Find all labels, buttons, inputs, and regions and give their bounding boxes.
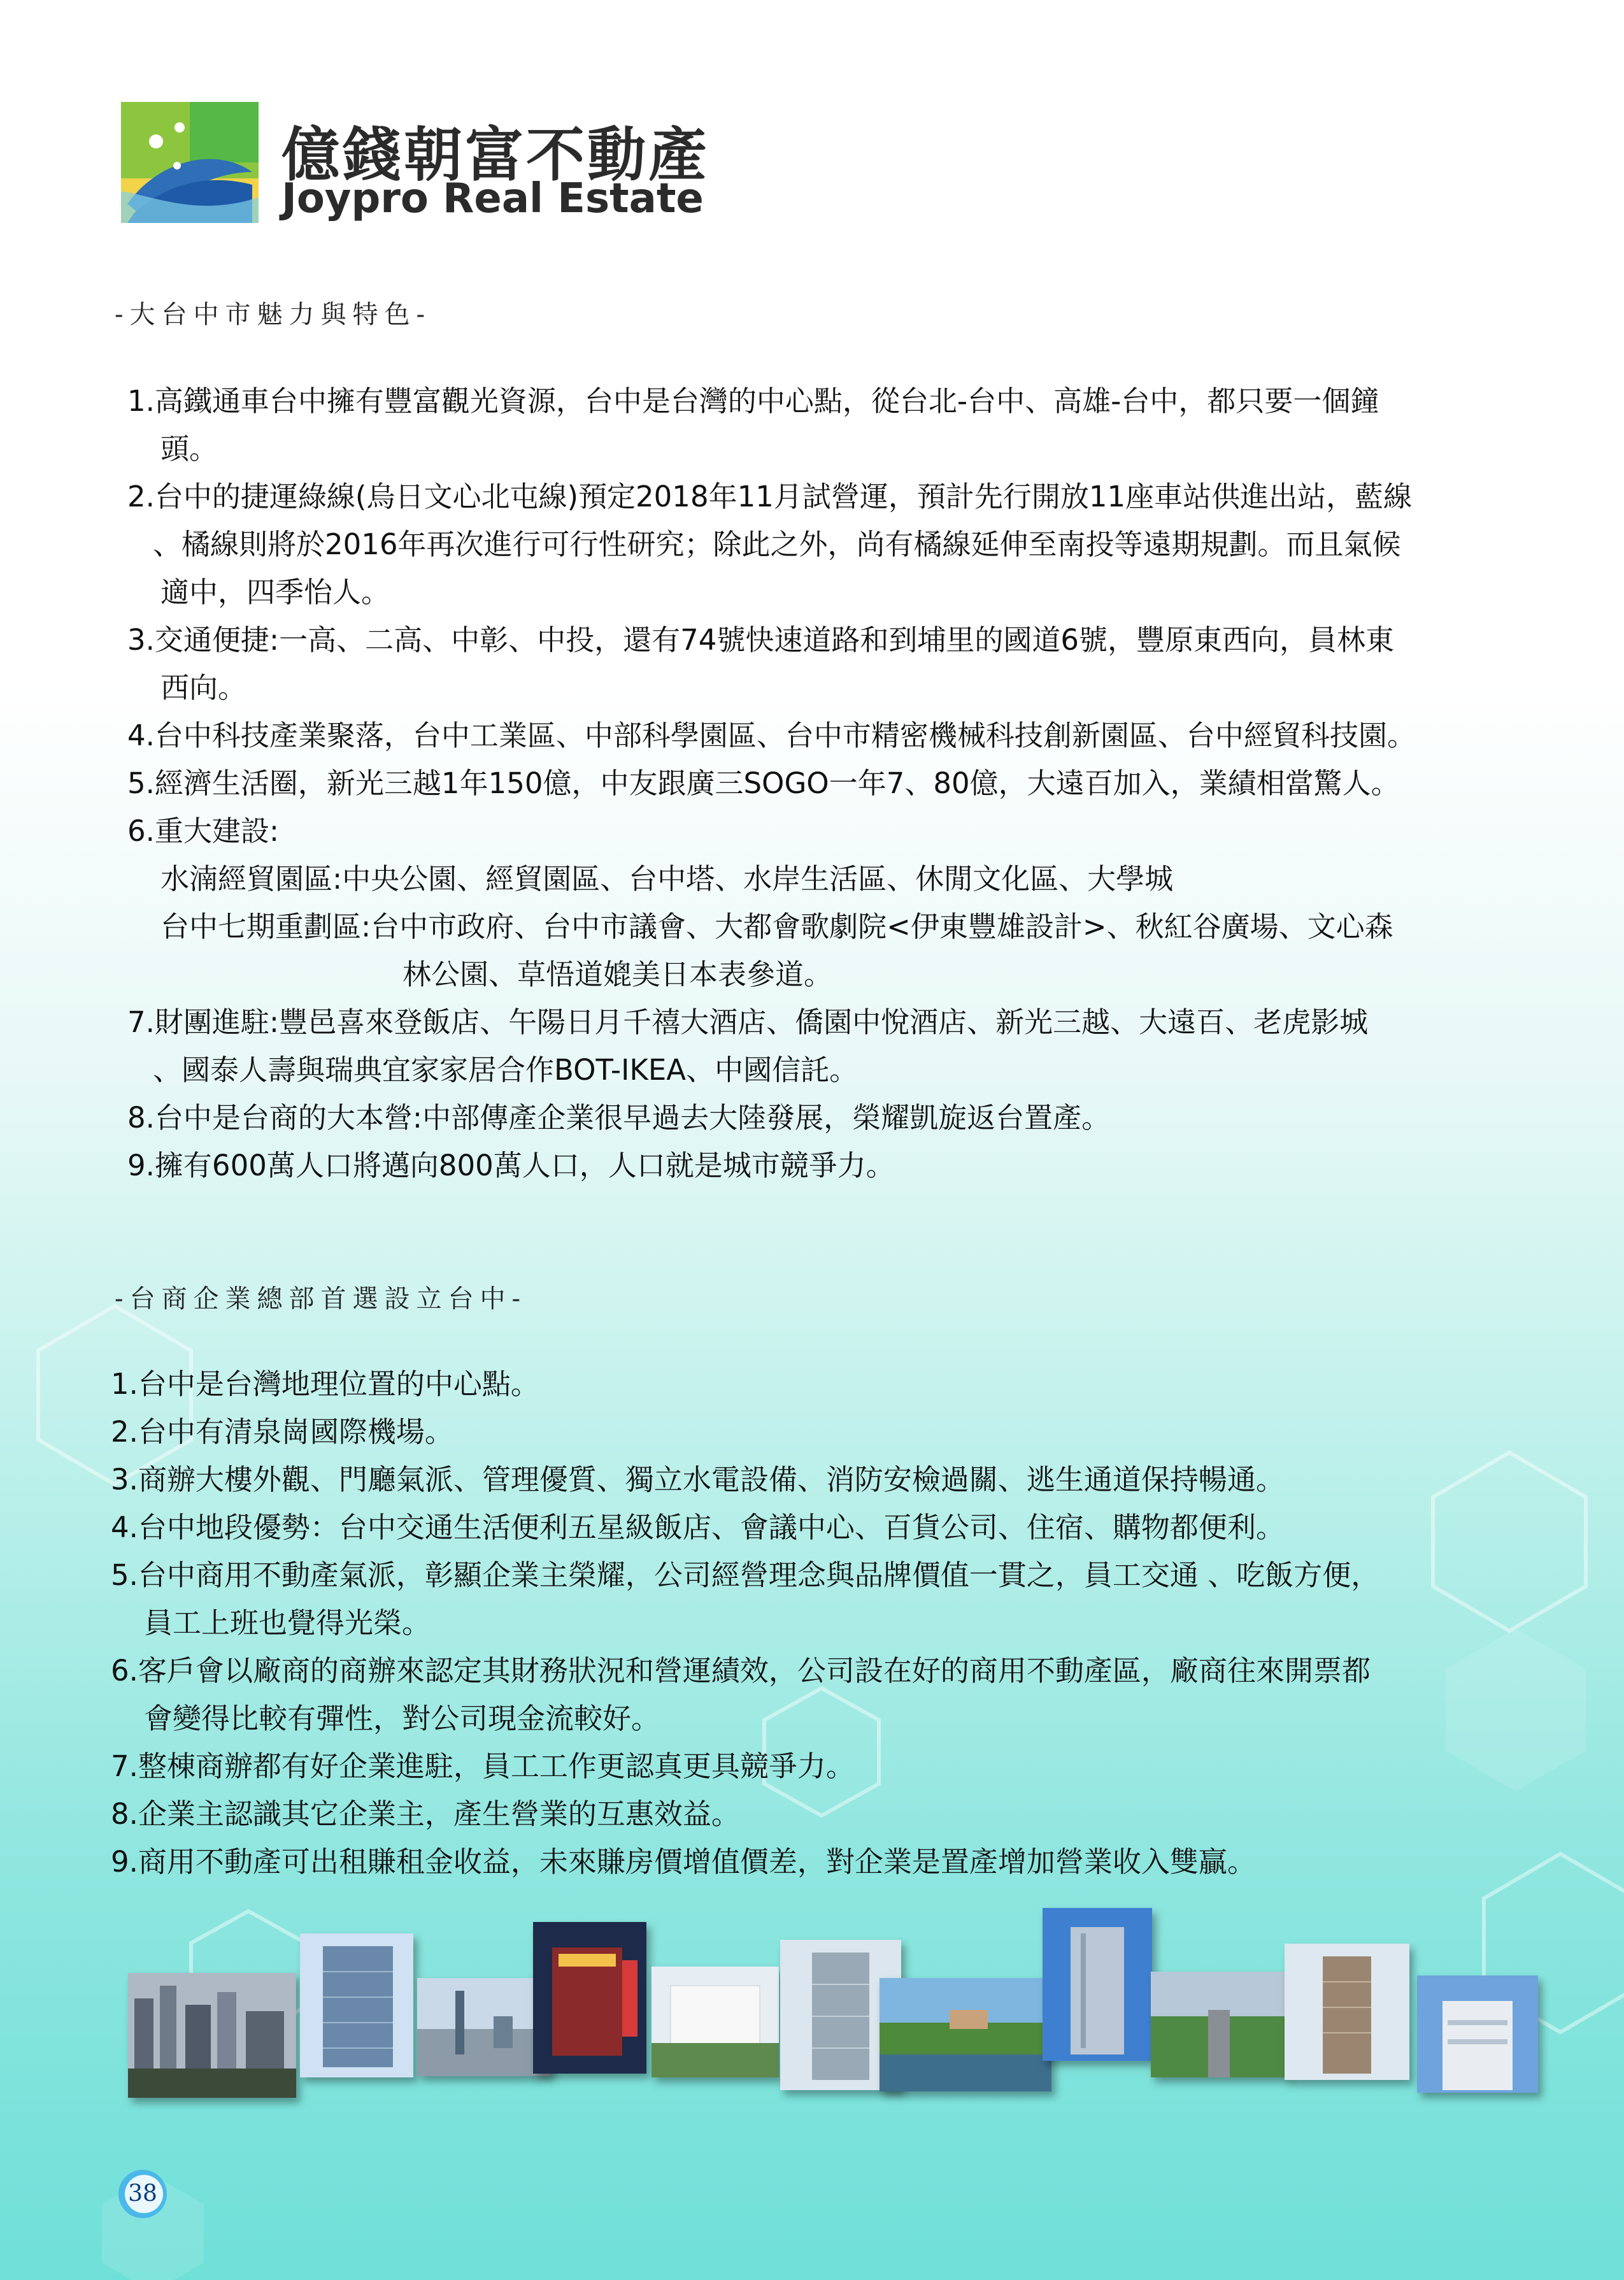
list-line: 、國泰人壽與瑞典宜家家居合作BOT-IKEA、中國信託。 [153,1053,858,1087]
headquarters-reasons-list [111,1360,1379,1886]
joypro-logo-icon [121,102,259,223]
list-line: 9.商用不動產可出租賺租金收益，未來賺房價增值價差，對企業是置產增加營業收入雙贏。 [111,1845,1256,1879]
section-title-taichung-features: -大台中市魅力與特色- [115,300,432,329]
list-line: 7.整棟商辦都有好企業進駐，員工工作更認真更具競爭力。 [111,1749,855,1783]
list-line: 員工上班也覺得光榮。 [144,1606,431,1640]
list-line: 2.台中的捷運綠線(烏日文心北屯線)預定2018年11月試營運，預計先行開放11座車站供進出站，藍線 [127,480,1413,513]
list-line: 3.商辦大樓外觀、門廳氣派、管理優質、獨立水電設備、消防安檢過關、逃生通道保持暢通。 [111,1463,1285,1496]
list-line: 5.經濟生活圈，新光三越1年150億，中友跟廣三SOGO一年7、80億，大遠百加入，業績相當驚人。 [127,766,1400,800]
photo-collage [124,1914,1544,2131]
list-line: 6.客戶會以廠商的商辦來認定其財務狀況和營運績效，公司設在好的商用不動產區，廠商往來開票都 [111,1654,1371,1688]
list-line: 1.高鐵通車台中擁有豐富觀光資源，台中是台灣的中心點，從台北-台中、高雄-台中，都只要一個鐘 [127,384,1379,418]
brand-name-zh: 億錢朝富不動產 [281,121,710,189]
list-line: 7.財團進駐:豐邑喜來登飯店、午陽日月千禧大酒店、僑園中悅酒店、新光三越、大遠百、老虎影城 [127,1005,1369,1039]
park-pond-photo [880,1978,1051,2091]
list-line: 1.台中是台灣地理位置的中心點。 [111,1367,539,1401]
boulevard-park-photo [1151,1972,1287,2077]
list-line: 8.企業主認識其它企業主，產生營業的互惠效益。 [111,1797,740,1831]
list-line: 4.台中地段優勢：台中交通生活便利五星級飯店、會議中心、百貨公司、住宿、購物都便利。 [111,1510,1285,1544]
list-line: 台中七期重劃區:台中市政府、台中市議會、大都會歌劇院<伊東豐雄設計>、秋紅谷廣場、文心森 [160,910,1393,943]
city-skyline-photo [128,1973,296,2098]
taichung-features-list [127,377,1416,1189]
glass-tower-photo [300,1933,413,2077]
list-line: 3.交通便捷:一高、二高、中彰、中投，還有74號快速道路和到埔里的國道6號，豐原東西向，員林東 [127,623,1394,657]
brand-logo [121,102,732,229]
list-line: 頭。 [160,432,218,466]
list-line: 9.擁有600萬人口將邁向800萬人口，人口就是城市競爭力。 [127,1149,895,1182]
list-line: 林公園、草悟道媲美日本表參道。 [402,957,833,991]
page-number: 38 [128,2181,157,2207]
section-title-headquarters: -台商企業總部首選設立台中- [115,1284,527,1314]
list-line: 、橘線則將於2016年再次進行可行性研究；除此之外，尚有橘線延伸至南投等遠期規劃。而且氣候 [153,527,1401,561]
highrise-blue-sky-photo [1043,1908,1152,2061]
list-line: 會變得比較有彈性，對公司現金流較好。 [144,1702,660,1735]
white-building-photo [652,1967,779,2077]
modern-building-photo [1417,1975,1538,2093]
list-line: 2.台中有清泉崗國際機場。 [111,1415,453,1449]
department-store-photo [533,1922,646,2074]
list-line: 水湳經貿園區:中央公園、經貿園區、台中塔、水岸生活區、休閒文化區、大學城 [160,862,1174,896]
list-line: 4.台中科技產業聚落，台中工業區、中部科學園區、台中市精密機械科技創新園區、台中經貿科技園。 [127,719,1416,752]
list-line: 西向。 [160,671,247,705]
list-line: 5.台中商用不動產氣派，彰顯企業主榮耀，公司經營理念與品牌價值一貫之，員工交通 、吃飯方便， [111,1558,1380,1592]
aerial-city-photo [417,1978,551,2076]
brand-name-en: Joypro Real Estate [281,175,704,222]
list-line: 6.重大建設: [127,814,280,848]
list-line: 適中，四季怡人。 [160,575,390,609]
residential-tower-photo [1285,1944,1409,2080]
list-line: 8.台中是台商的大本營:中部傳產企業很早過去大陸發展，榮耀凱旋返台置產。 [127,1101,1111,1135]
